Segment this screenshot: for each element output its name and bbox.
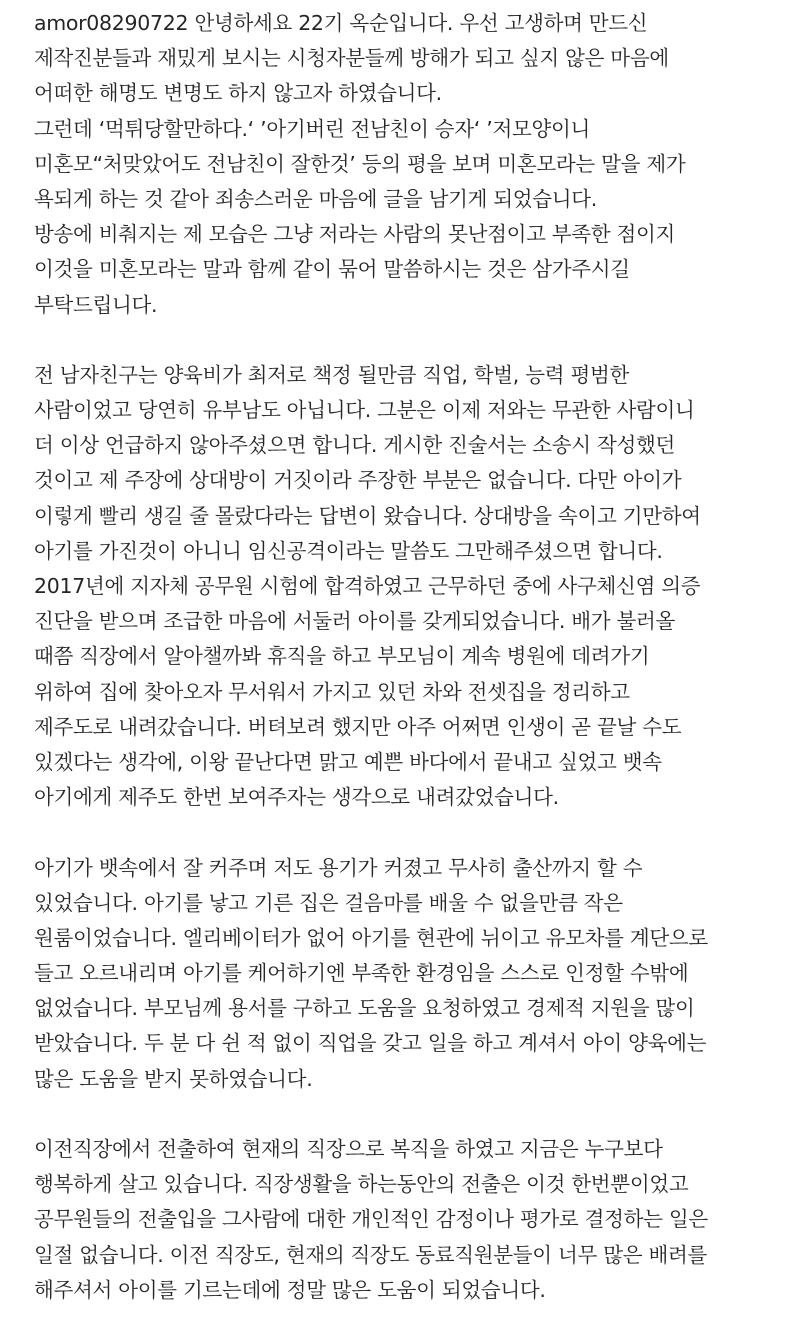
text-line: 행복하게 살고 있습니다. 직장생활을 하는동안의 전출은 이것 한번뿐이었고 bbox=[34, 1172, 689, 1197]
text-line: 있겠다는 생각에, 이왕 끝난다면 맑고 예쁜 바다에서 끝내고 싶었고 뱃속 bbox=[34, 749, 662, 774]
text-line: 아기가 뱃속에서 잘 커주며 저도 용기가 커졌고 무사히 출산까지 할 수 bbox=[34, 855, 643, 880]
paragraph-spacer bbox=[34, 815, 794, 850]
post-body bbox=[34, 6, 794, 1308]
text-line: 때쯤 직장에서 알아챌까봐 휴직을 하고 부모님이 계속 병원에 데려가기 bbox=[34, 644, 650, 669]
paragraph bbox=[34, 358, 794, 815]
text-line: 해주셔서 아이를 기르는데에 정말 많은 도움이 되었습니다. bbox=[34, 1277, 546, 1302]
text-line: 욕되게 하는 것 같아 죄송스러운 마음에 글을 남기게 되었습니다. bbox=[34, 186, 598, 211]
text-line: 있었습니다. 아기를 낳고 기른 집은 걸음마를 배울 수 없을만큼 작은 bbox=[34, 890, 623, 915]
text-line: 방송에 비춰지는 제 모습은 그냥 저라는 사람의 못난점이고 부족한 점이지 bbox=[34, 222, 676, 247]
text-line: 원룸이었습니다. 엘리베이터가 없어 아기를 현관에 뉘이고 유모차를 계단으로 bbox=[34, 925, 708, 950]
text-line: 이것을 미혼모라는 말과 함께 같이 묶어 말씀하시는 것은 삼가주시길 bbox=[34, 257, 630, 282]
text-line: 일절 없습니다. 이전 직장도, 현재의 직장도 동료직원분들이 너무 많은 배려를 bbox=[34, 1242, 707, 1267]
text-line: 없었습니다. 부모님께 용서를 구하고 도움을 요청하였고 경제적 지원을 많이 bbox=[34, 996, 695, 1021]
paragraph bbox=[34, 1132, 794, 1308]
text-line: 그런데 ‘먹튀당할만하다.‘ ’아기버린 전남친이 승자‘ ’저모양이니 bbox=[34, 116, 590, 141]
text-line: 공무원들의 전출입을 그사람에 대한 개인적인 감정이나 평가로 결정하는 일은 bbox=[34, 1207, 708, 1232]
paragraph bbox=[34, 851, 794, 1097]
text-line: 것이고 제 주장에 상대방이 거짓이라 주장한 부분은 없습니다. 다만 아이가 bbox=[34, 468, 682, 493]
text-line: 아기에게 제주도 한번 보여주자는 생각으로 내려갔었습니다. bbox=[34, 785, 559, 810]
text-line: 받았습니다. 두 분 다 쉰 적 없이 직업을 갖고 일을 하고 계셔서 아이 양육에는 bbox=[34, 1031, 707, 1056]
text-line: 부탁드립니다. bbox=[34, 292, 158, 317]
text-line: 많은 도움을 받지 못하였습니다. bbox=[34, 1066, 313, 1091]
text-line: amor08290722 안녕하세요 22기 옥순입니다. 우선 고생하며 만드신 bbox=[34, 11, 648, 35]
text-line: 사람이었고 당연히 유부남도 아닙니다. 그분은 이제 저와는 무관한 사람이니 bbox=[34, 398, 695, 423]
text-line: 진단을 받으며 조급한 마음에 서둘러 아이를 갖게되었습니다. 배가 불러올 bbox=[34, 609, 676, 634]
text-line: 위하여 집에 찾아오자 무서워서 가지고 있던 차와 전셋집을 정리하고 bbox=[34, 679, 630, 704]
text-line: 아기를 가진것이 아니니 임신공격이라는 말씀도 그만해주셨으면 합니다. bbox=[34, 538, 663, 563]
text-line: 들고 오르내리며 아기를 케어하기엔 부족한 환경임을 스스로 인정할 수밖에 bbox=[34, 961, 689, 986]
text-line: 전 남자친구는 양육비가 최저로 책정 될만큼 직업, 학벌, 능력 평범한 bbox=[34, 362, 629, 387]
text-line: 제작진분들과 재밌게 보시는 시청자분들께 방해가 되고 싶지 않은 마음에 bbox=[34, 46, 669, 71]
paragraph bbox=[34, 6, 794, 323]
paragraph-spacer bbox=[34, 1097, 794, 1132]
text-line: 더 이상 언급하지 않아주셨으면 합니다. 게시한 진술서는 소송시 작성했던 bbox=[34, 433, 676, 458]
text-line: 미혼모“처맞았어도 전남친이 잘한것’ 등의 평을 보며 미혼모라는 말을 제가 bbox=[34, 151, 686, 176]
text-line: 제주도로 내려갔습니다. 버텨보려 했지만 아주 어쩌면 인생이 곧 끝날 수도 bbox=[34, 714, 682, 739]
text-line: 어떠한 해명도 변명도 하지 않고자 하였습니다. bbox=[34, 81, 442, 106]
text-line: 2017년에 지자체 공무원 시험에 합격하였고 근무하던 중에 사구체신염 의증 bbox=[34, 574, 701, 598]
paragraph-spacer bbox=[34, 323, 794, 358]
text-line: 이전직장에서 전출하여 현재의 직장으로 복직을 하였고 지금은 누구보다 bbox=[34, 1137, 663, 1161]
text-line: 이렇게 빨리 생길 줄 몰랐다라는 답변이 왔습니다. 상대방을 속이고 기만하여 bbox=[34, 503, 701, 528]
